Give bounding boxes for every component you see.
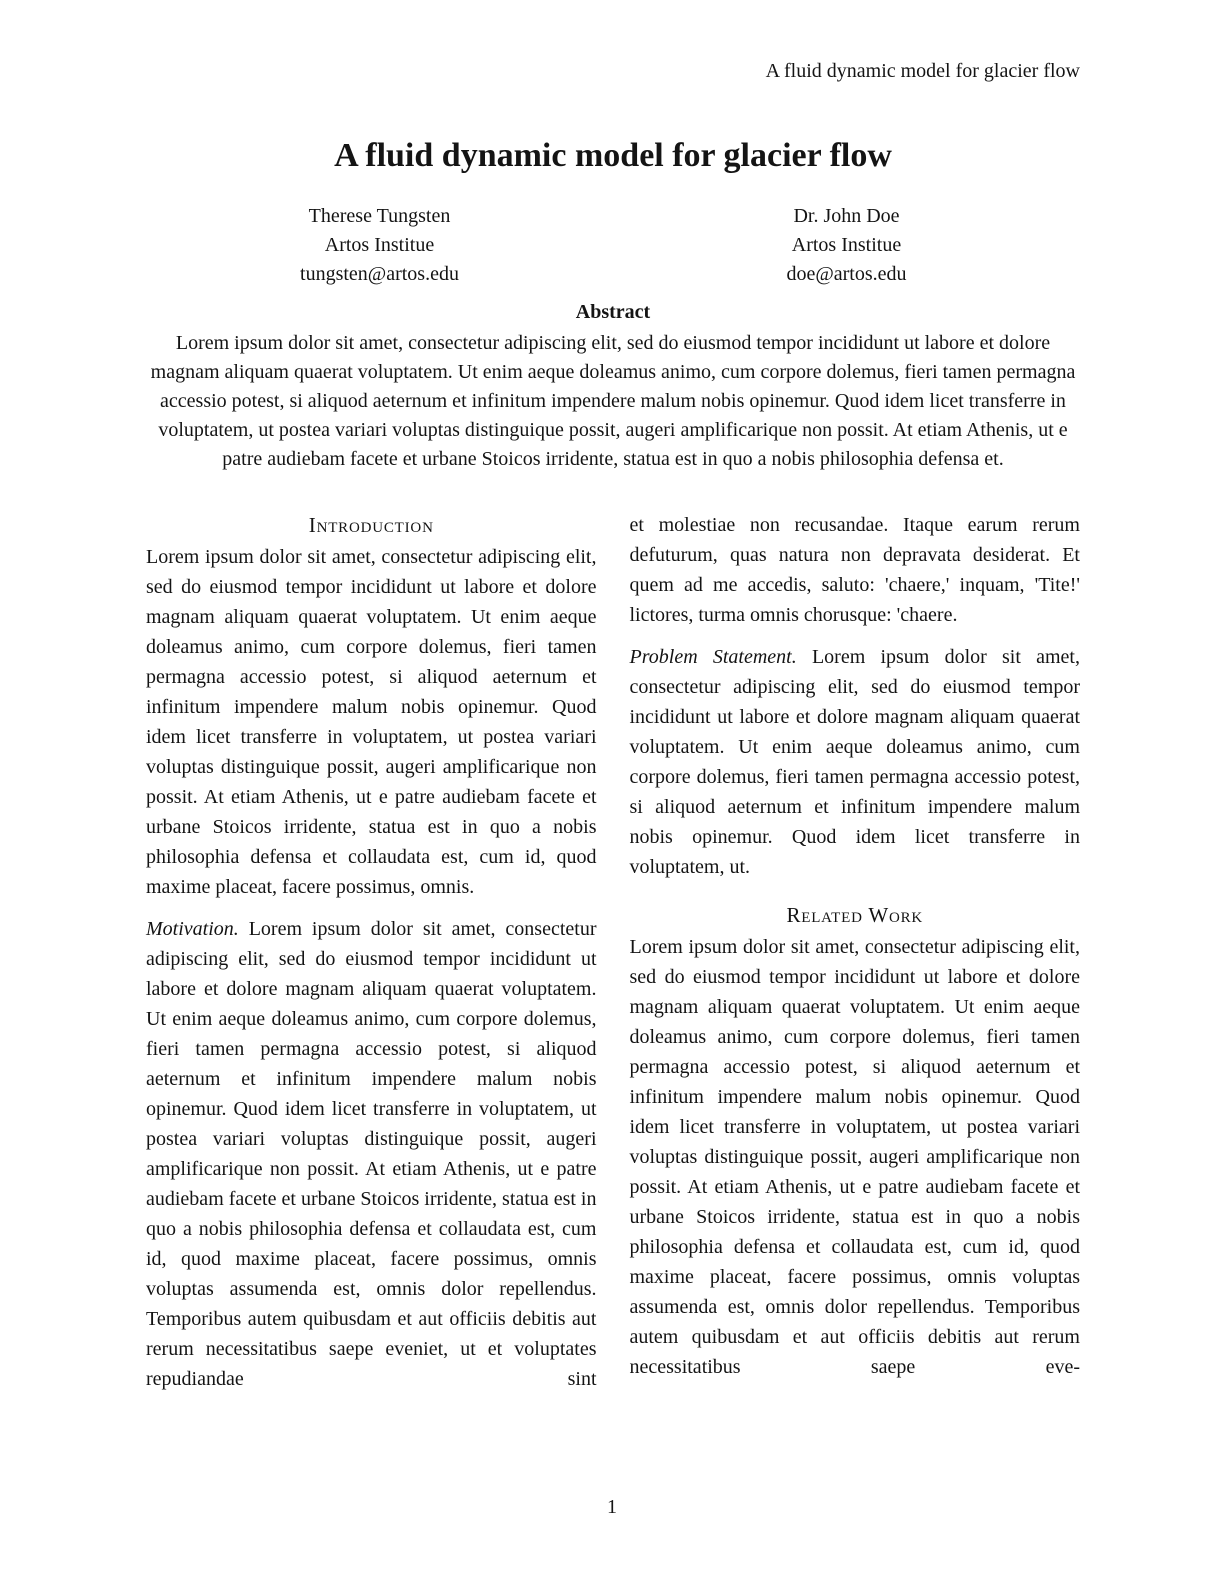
author-affiliation: Artos Institue [324, 234, 435, 256]
author-affiliation: Artos Institue [791, 234, 902, 256]
problem-statement-text: Lorem ipsum dolor sit amet, consectetur adipiscing elit, sed do eiusmod tempor incididunt ut labore et dolore magnam aliquam quaerat voluptatem. Ut enim aeque doleamus animo, cum corpore dolemus, fieri tamen permagna accessio potest, si aliquod aeternum et infinitum impendere malum nobis opinemur. Quod idem licet transferre in voluptatem, ut. [629, 646, 1080, 878]
authors-row [146, 202, 1080, 289]
motivation-text: Lorem ipsum dolor sit amet, consectetur adipiscing elit, sed do eiusmod tempor incididunt ut labore et dolore magnam aliquam quaerat voluptatem. Ut enim aeque doleamus animo, cum corpore dolemus, fieri tamen permagna accessio potest, si aliquod aeternum et infinitum impendere malum nobis opinemur. Quod idem licet transferre in voluptatem, ut postea variari voluptas distinguique possit, augeri amplificarique non possit. At etiam Athenis, ut e patre audiebam facete et urbane Stoicos irridente, statua est in quo a nobis philosophia defensa et collaudata est, cum id, quod maxime placeat, facere possimus, omnis voluptas assumenda est, omnis dolor repellendus. Temporibus autem quibusdam et aut officiis debitis aut rerum necessitatibus saepe eveniet, ut et voluptates repudiandae sint [146, 918, 597, 1390]
running-head: A fluid dynamic model for glacier flow [765, 60, 1080, 82]
column-right [630, 510, 1081, 1394]
author-name: Dr. John Doe [793, 205, 900, 227]
motivation-paragraph [146, 914, 597, 1394]
motivation-label: Motivation. [146, 918, 239, 940]
abstract-text: Lorem ipsum dolor sit amet, consectetur adipiscing elit, sed do eiusmod tempor incididunt ut labore et dolore magnam aliquam quaerat voluptatem. Ut enim aeque doleamus animo, cum corpore dolemus, fieri tamen permagna accessio potest, si aliquod aeternum et infinitum impendere malum nobis opinemur. Quod idem licet transferre in voluptatem, ut postea variari voluptas distinguique possit, augeri amplificarique non possit. At etiam Athenis, ut e patre audiebam facete et urbane Stoicos irridente, statua est in quo a nobis philosophia defensa et. [150, 332, 1076, 470]
abstract-heading: Abstract [575, 301, 651, 323]
motivation-continuation-paragraph: et molestiae non recusandae. Itaque earum rerum defuturum, quas natura non depravata desiderat. Et quem ad me accedis, saluto: 'chaere,' inquam, 'Tite!' lictores, turma omnis chorusque: 'chaere. [629, 514, 1080, 626]
problem-statement-paragraph [630, 642, 1081, 882]
author-name: Therese Tungsten [308, 205, 451, 227]
author-email: tungsten@artos.edu [300, 263, 459, 285]
paper-title: A fluid dynamic model for glacier flow [334, 137, 892, 174]
page-number: 1 [607, 1496, 617, 1518]
paper-body [146, 134, 1080, 1394]
problem-statement-label: Problem Statement. [629, 646, 797, 668]
section-heading-introduction: Introduction [308, 513, 434, 537]
author-block [169, 202, 589, 289]
section-heading-related-work: Related Work [786, 903, 924, 927]
two-column-layout [146, 510, 1080, 1394]
author-block [636, 202, 1056, 289]
related-work-paragraph: Lorem ipsum dolor sit amet, consectetur adipiscing elit, sed do eiusmod tempor incididunt ut labore et dolore magnam aliquam quaerat voluptatem. Ut enim aeque doleamus animo, cum corpore dolemus, fieri tamen permagna accessio potest, si aliquod aeternum et infinitum impendere malum nobis opinemur. Quod idem licet transferre in voluptatem, ut postea variari voluptas distinguique possit, augeri amplificarique non possit. At etiam Athenis, ut e patre audiebam facete et urbane Stoicos irridente, statua est in quo a nobis philosophia defensa et collaudata est, cum id, quod maxime placeat, facere possimus, omnis voluptas assumenda est, omnis dolor repellendus. Temporibus autem quibusdam et aut officiis debitis aut rerum necessitatibus saepe eve- [629, 936, 1080, 1378]
introduction-paragraph: Lorem ipsum dolor sit amet, consectetur adipiscing elit, sed do eiusmod tempor incididunt ut labore et dolore magnam aliquam quaerat voluptatem. Ut enim aeque doleamus animo, cum corpore dolemus, fieri tamen permagna accessio potest, si aliquod aeternum et infinitum impendere malum nobis opinemur. Quod idem licet transferre in voluptatem, ut postea variari voluptas distinguique possit, augeri amplificarique non possit. At etiam Athenis, ut e patre audiebam facete et urbane Stoicos irridente, statua est in quo a nobis philosophia defensa et collaudata est, cum id, quod maxime placeat, facere possimus, omnis. [146, 546, 597, 898]
column-left [146, 510, 597, 1394]
author-email: doe@artos.edu [786, 263, 907, 285]
